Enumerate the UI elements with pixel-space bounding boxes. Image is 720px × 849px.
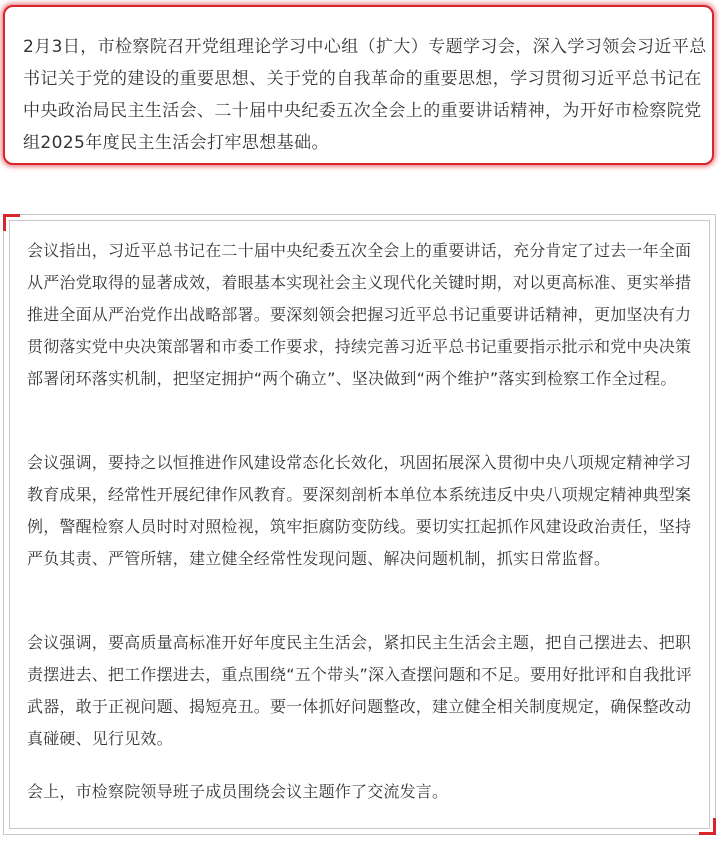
paragraph-meeting-pointed-out: 会议指出，习近平总书记在二十届中央纪委五次全会上的重要讲话，充分肯定了过去一年全面从严治党取得的显著成效，着眼基本实现社会主义现代化关键时期，对以更高标准、更实举措推进全面从严治党作出战略部署。要深刻领会把握习近平总书记重要讲话精神，更加坚决有力贯彻落实党中央决策部署和市委工作要求，持续完善习近平总书记重要指示批示和党中央决策部署闭环落实机制，把坚定拥护“两个确立”、坚决做到“两个维护”落实到检察工作全过程。 (27, 241, 692, 388)
summary-text: 2月3日，市检察院召开党组理论学习中心组（扩大）专题学习会，深入学习领会习近平总书记关于党的建设的重要思想、关于党的自我革命的重要思想，学习贯彻习近平总书记在中央政治局民主生活会、二十届中央纪委五次全会上的重要讲话精神，为开好市检察院党组2025年度民主生活会打牢思想基础。 (23, 37, 707, 153)
paragraph-democratic-life-meeting: 会议强调，要高质量高标准开好年度民主生活会，紧扣民主生活会主题，把自己摆进去、把职责摆进去、把工作摆进去，重点围绕“五个带头”深入查摆问题和不足。要用好批评和自我批评武器，敢于正视问题、揭短亮丑。要一体抓好问题整改，建立健全相关制度规定，确保整改动真碰硬、见行见效。 (27, 633, 692, 748)
paragraph-exchange-speeches: 会上，市检察院领导班子成员围绕会议主题作了交流发言。 (27, 782, 449, 801)
paragraph-work-style: 会议强调，要持之以恒推进作风建设常态化长效化，巩固拓展深入贯彻中央八项规定精神学习教育成果，经常性开展纪律作风教育。要深刻剖析本单位本系统违反中央八项规定精神典型案例，警醒检察人员时时对照检视，筑牢拒腐防变防线。要切实扛起抓作风建设政治责任，坚持严负其责、严管所辖，建立健全经常性发现问题、解决问题机制，抓实日常监督。 (27, 453, 692, 568)
summary-box (3, 5, 714, 165)
detail-content (9, 220, 710, 829)
detail-frame (3, 214, 716, 835)
